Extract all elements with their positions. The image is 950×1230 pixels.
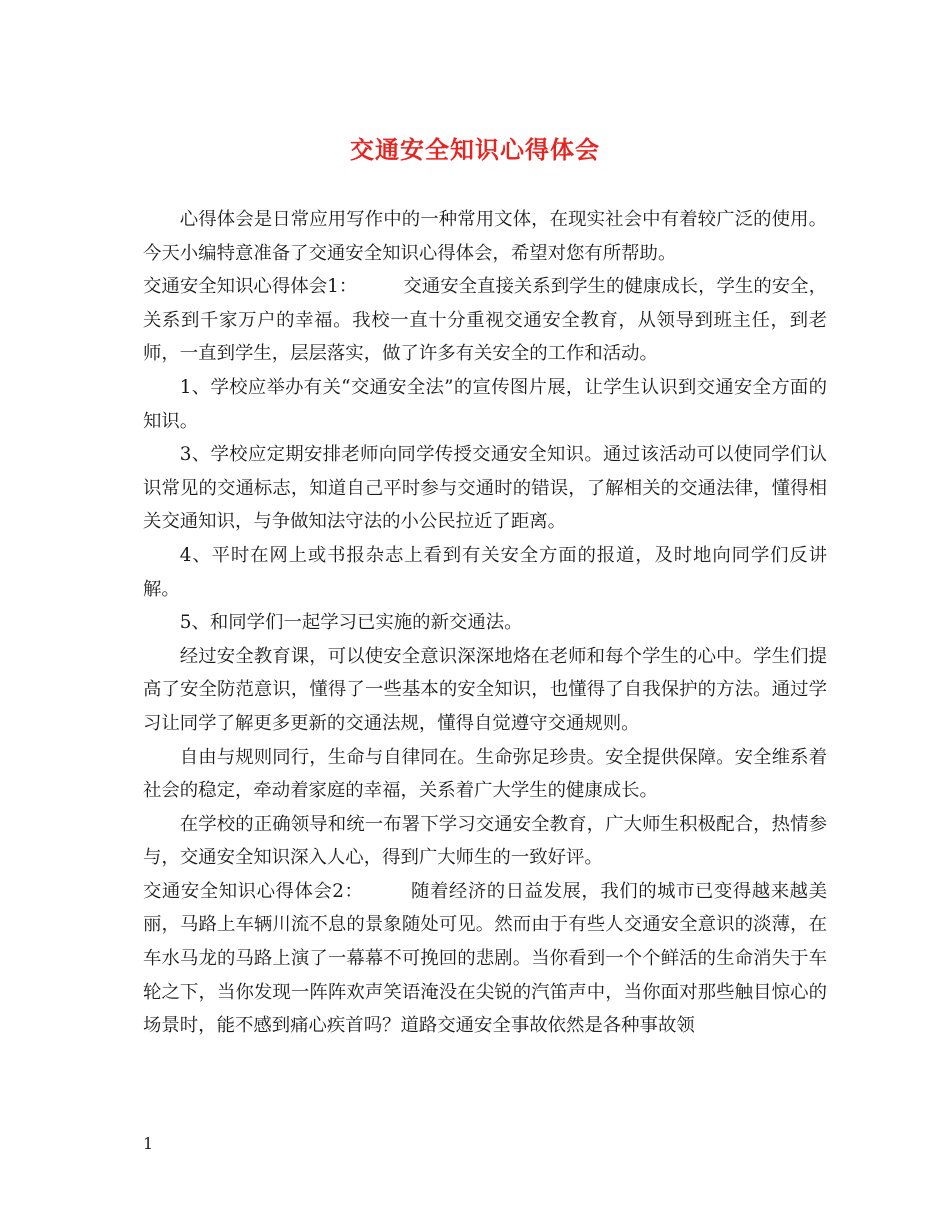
document-title: 交通安全知识心得体会 <box>350 136 600 164</box>
list-item-5: 5、和同学们一起学习已实施的新交通法。 <box>179 612 523 634</box>
page-number: 1 <box>143 1134 154 1153</box>
body-paragraph: 经过安全教育课，可以使安全意识深深地烙在老师和每个学生的心中。学生们提高了安全防范意识，懂得了一些基本的安全知识，也懂得了自我保护的方法。通过学习让同学了解更多更新的交通法规，懂得自觉遵守交通规则。 <box>143 645 827 734</box>
section-2-paragraph: 交通安全知识心得体会2： 随着经济的日益发展，我们的城市已变得越来越美丽，马路上车辆川流不息的景象随处可见。然而由于有些人交通安全意识的淡薄，在车水马龙的马路上演了一幕幕不可挽回的悲剧。当你看到一个个鲜活的生命消失于车轮之下，当你发现一阵阵欢声笑语淹没在尖锐的汽笛声中，当你面对那些触目惊心的场景时，能不感到痛心疾首吗？道路交通安全事故依然是各种事故领 <box>143 880 827 1037</box>
intro-paragraph: 心得体会是日常应用写作中的一种常用文体，在现实社会中有着较广泛的使用。今天小编特意准备了交通安全知识心得体会，希望对您有所帮助。 <box>143 209 827 264</box>
list-item-1: 1、学校应举办有关“交通安全法”的宣传图片展，让学生认识到交通安全方面的知识。 <box>143 376 827 432</box>
body-paragraph: 在学校的正确领导和统一布署下学习交通安全教育，广大师生积极配合，热情参与，交通安全知识深入人心，得到广大师生的一致好评。 <box>143 813 827 869</box>
document-body <box>143 203 827 1043</box>
list-item-3: 3、学校应定期安排老师向同学传授交通安全知识。通过该活动可以使同学们认识常见的交通标志，知道自己平时参与交通时的错误，了解相关的交通法律，懂得相关交通知识，与争做知法守法的小公民拉近了距离。 <box>143 444 827 533</box>
body-paragraph: 自由与规则同行，生命与自律同在。生命弥足珍贵。安全提供保障。安全维系着社会的稳定，牵动着家庭的幸福，关系着广大学生的健康成长。 <box>143 746 827 802</box>
section-1-paragraph: 交通安全知识心得体会1： 交通安全直接关系到学生的健康成长，学生的安全，关系到千家万户的幸福。我校一直十分重视交通安全教育，从领导到班主任，到老师，一直到学生，层层落实，做了许多有关安全的工作和活动。 <box>143 276 827 365</box>
list-item-4: 4、平时在网上或书报杂志上看到有关安全方面的报道，及时地向同学们反讲解。 <box>143 544 827 600</box>
